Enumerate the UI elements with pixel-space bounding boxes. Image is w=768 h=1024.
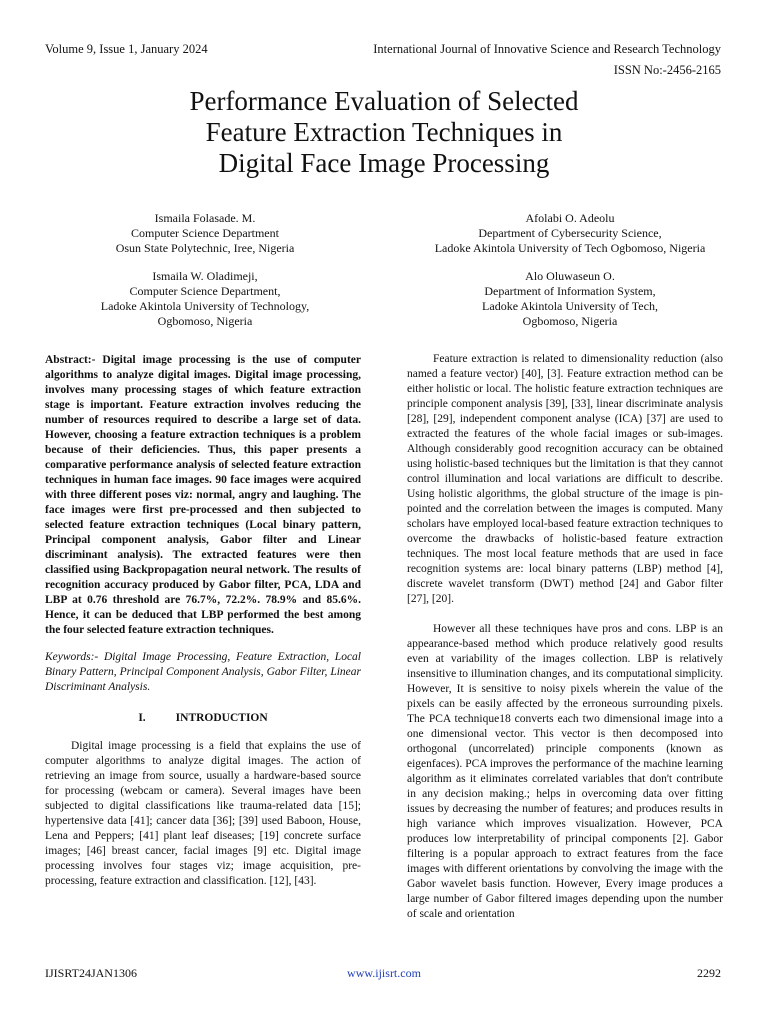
author-affiliation: Ogbomoso, Nigeria [522, 314, 618, 328]
section-heading [45, 711, 361, 726]
author-block [55, 269, 355, 329]
author-name: Afolabi O. Adeolu [525, 211, 615, 225]
author-name: Ismaila Folasade. M. [154, 211, 256, 225]
title-line: Digital Face Image Processing [218, 148, 550, 178]
author-block [400, 269, 740, 329]
author-affiliation: Ogbomoso, Nigeria [157, 314, 253, 328]
author-affiliation: Osun State Polytechnic, Iree, Nigeria [115, 241, 295, 255]
author-block [55, 211, 355, 256]
left-column [45, 353, 361, 889]
author-affiliation: Ladoke Akintola University of Tech, [482, 299, 658, 313]
header-volume: Volume 9, Issue 1, January 2024 [45, 42, 208, 56]
body-paragraph: Feature extraction is related to dimensionality reduction (also named a feature vector) [40], [3]. Feature extraction method can be either holistic or local. The holistic feature extraction techniques are principle component analysis [39], [33], linear discriminate analysis [28], [29], independent component analyse (ICA) [37] are used to extracted the features of the whole facial images or sub-images. Although considerably good recognition accuracy can be obtained using holistic-based techniques but the limitation is that they cannot control illumination and local variations are difficult to describe. Using holistic algorithms, the global structure of the image is pin-pointed and the correlation between the images is computed. Many scholars have employed local-based feature extraction techniques to overcome the drawbacks of holistic-based feature extraction techniques. The most local feature methods that are used in face recognition systems are: local binary patterns (LBP) method [4], discrete wavelet transform (DWT) method [24] and Gabor filter [27], [20]. [407, 353, 723, 605]
header-journal: International Journal of Innovative Science and Research Technology [373, 42, 721, 56]
author-name: Ismaila W. Oladimeji, [152, 269, 258, 283]
keywords: Keywords:- Digital Image Processing, Feature Extraction, Local Binary Pattern, Principal Component Analysis, Gabor Filter, Linear Discriminant Analysis. [45, 651, 361, 693]
paper-title [0, 86, 768, 179]
intro-paragraph: Digital image processing is a field that explains the use of computer algorithms to analyze digital images. The action of retrieving an image from source, usually a hardware-based source for processing (webcam or camera). Several images have been subjected to digital classifications like trauma-related data [15]; hypertensive data [41]; cancer data [36]; [39] used Baboon, House, Lena and Peppers; [41] plant leaf diseases; [19] concrete surface images; [46] breast cancer, facial images [9] etc. Digital image processing involves four stages viz; image acquisition, pre-processing, feature extraction and classification. [12], [43]. [45, 740, 361, 887]
footer-id: IJISRT24JAN1306 [45, 966, 137, 980]
section-number: I. [138, 712, 146, 724]
author-name: Alo Oluwaseun O. [525, 269, 615, 283]
header-issn: ISSN No:-2456-2165 [613, 63, 721, 77]
abstract: Abstract:- Digital image processing is the use of computer algorithms to analyze digital images. Digital image processing, involves many processing stages of which feature extraction stage is important. Feature extraction involves reducing the number of resources required to describe a large set of data. However, choosing a feature extraction techniques is a problem because of their deficiencies. Thus, this paper presents a comparative performance analysis of selected feature extraction techniques in human face images. 90 face images were acquired with three different poses viz: normal, angry and laughing. The face images were first pre-processed and then subjected to selected feature extraction techniques (Local binary pattern, Principal component analysis, Gabor filter and Linear discriminant analysis). The extracted features were then classified using Backpropagation neural network. The results of recognition accuracy produced by Gabor filter, PCA, LDA and LBP at 0.76 threshold are 76.7%, 72.2%. 78.9% and 85.6%. Hence, it can be deduced that LBP performed the best among the four selected feature extraction techniques. [45, 354, 361, 636]
section-title: INTRODUCTION [175, 712, 268, 724]
author-affiliation: Department of Cybersecurity Science, [478, 226, 662, 240]
author-affiliation: Computer Science Department [131, 226, 279, 240]
author-block [400, 211, 740, 256]
page-number: 2292 [697, 966, 721, 980]
title-line: Performance Evaluation of Selected [189, 86, 579, 116]
author-affiliation: Department of Information System, [484, 284, 656, 298]
author-affiliation: Ladoke Akintola University of Tech Ogbomoso, Nigeria [434, 241, 706, 255]
author-affiliation: Computer Science Department, [129, 284, 281, 298]
right-column [407, 352, 723, 922]
title-line: Feature Extraction Techniques in [205, 117, 563, 147]
body-paragraph: However all these techniques have pros and cons. LBP is an appearance-based method which produce relatively good results even at variability of the images collection. LBP is relatively insensitive to illumination changes, and its computational simplicity. However, It is sensitive to noisy pixels wherein the value of the pixels can be easily affected by the erroneous surrounding pixels. The PCA technique18 converts each two dimensional image into a one dimensional vector. This vector is then decomposed into orthogonal (uncorrelated) principle components (known as eigenfaces). PCA improves the performance of the machine learning algorithm as it eliminates correlated variables that don't contribute in any decision making.; helps in overcoming data over fitting issues by decreasing the number of features; and produces results in high variance which improves visualization. However, PCA produces low interpretability of principal components [2]. Gabor filtering is a popular approach to extract features from the face images with different orientations by convolving the image with the Gabor wavelet basis function. However, Every image produces a large number of Gabor filtered images depending upon the number of scale and orientation [407, 623, 723, 920]
author-affiliation: Ladoke Akintola University of Technology, [100, 299, 310, 313]
footer-url-link[interactable]: www.ijisrt.com [347, 966, 421, 980]
